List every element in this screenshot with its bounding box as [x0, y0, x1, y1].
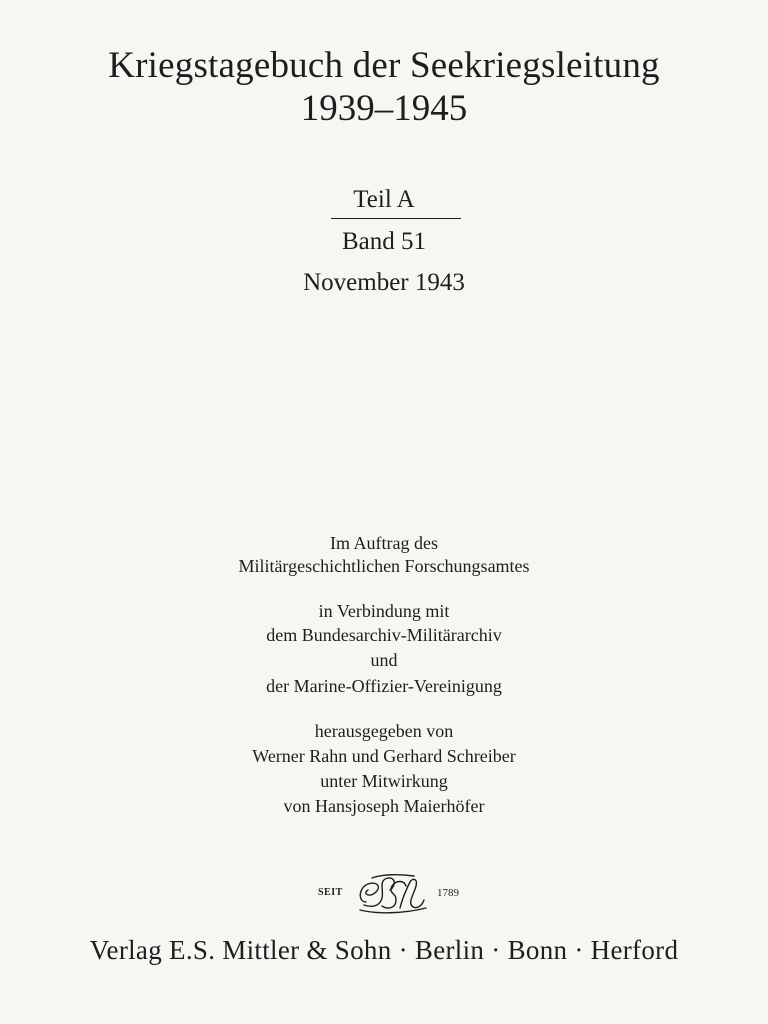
credit-line: herausgegeben von	[314, 721, 454, 741]
credit-line: Werner Rahn und Gerhard Schreiber	[252, 746, 516, 766]
divider-rule	[331, 218, 461, 219]
founding-year: 1789	[437, 887, 459, 899]
publisher-line: Verlag E.S. Mittler & Sohn · Berlin · Bonn · Herford	[89, 935, 679, 965]
credit-line: in Verbindung mit	[318, 601, 450, 621]
credit-line: und	[370, 650, 398, 670]
credit-line: dem Bundesarchiv-Militärarchiv	[266, 625, 502, 645]
credit-line: Militärgeschichtlichen Forschungsamtes	[238, 556, 530, 576]
credit-line: der Marine-Offizier-Vereinigung	[266, 676, 502, 696]
volume-label: Band 51	[341, 228, 427, 255]
credit-line: von Hansjoseph Maierhöfer	[283, 796, 485, 816]
publisher-monogram-icon	[352, 872, 432, 916]
volume-date: November 1943	[303, 269, 465, 296]
part-label: Teil A	[353, 186, 415, 213]
title-years: 1939–1945	[300, 88, 468, 129]
seit-label: SEIT	[318, 887, 343, 898]
main-title: Kriegstagebuch der Seekriegsleitung	[108, 45, 660, 86]
credit-line: Im Auftrag des	[330, 533, 438, 553]
credit-line: unter Mitwirkung	[320, 771, 448, 791]
